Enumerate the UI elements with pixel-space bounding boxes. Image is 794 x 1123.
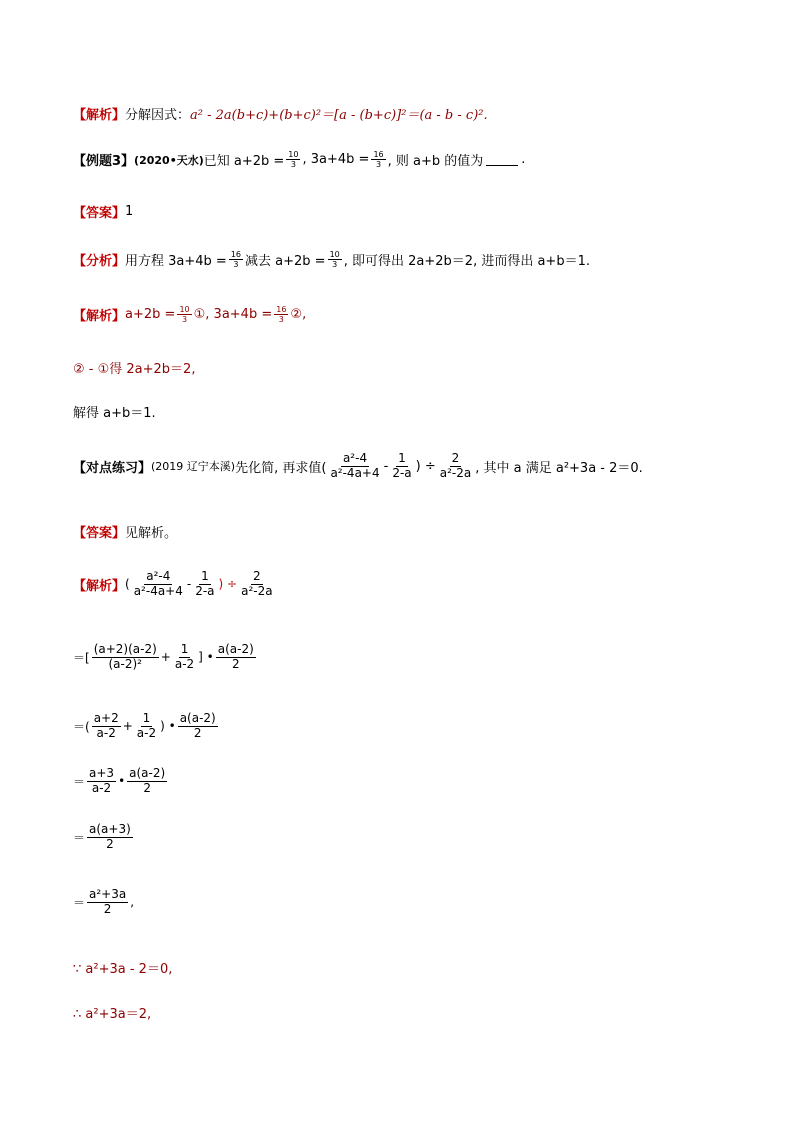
because-line: ∵ a²+3a - 2＝0,: [73, 962, 173, 977]
practice-line: 【对点练习】 (2019 辽宁本溪) 先化简, 再求值( $\frac{\text{a²-4}}{\text{a²-4a+4}}$ - $\frac{1}{2-a}$ ) ÷ $\frac{2}{\text{a²-2a}}$ , 其中 a 满足 a²+3a - 2＝0.: [73, 451, 643, 480]
practice-fraction-2: $\frac{1}{2-a}$: [392, 451, 412, 480]
factor-expression: a² - 2a(b+c)+(b+c)²＝[a - (b+c)]²＝(a - b - c)².: [190, 108, 488, 123]
answer-blank: [486, 153, 518, 166]
jiexi2-fraction-2: $\frac{16}{3}$: [276, 305, 287, 325]
practice-label: 【对点练习】: [73, 460, 152, 476]
jiexi2-line: 【解析】 a+2b = $\frac{10}{3}$ ①, 3a+4b = $\frac{16}{3}$ ②,: [73, 305, 307, 325]
analysis-fraction-1: $\frac{16}{3}$: [230, 250, 242, 270]
solution-2-fraction-3: $\frac{a(a-2)}{2}$: [217, 642, 254, 671]
solution-1-fraction-2: $\frac{1}{2-a}$: [195, 569, 215, 598]
answer1-label: 【答案】: [73, 206, 126, 221]
answer1-value: 1: [125, 204, 134, 219]
solution-1-fraction-1: $\frac{\text{a²-4}}{\text{a²-4a+4}}$: [133, 569, 183, 598]
analysis-label: 【分析】: [73, 254, 126, 270]
jiexi2-fraction-1: $\frac{10}{3}$: [179, 305, 190, 325]
answer2-value: 见解析。: [125, 526, 178, 541]
solution-3-fraction-1: $\frac{a+2}{a-2}$: [93, 711, 119, 740]
solution-3-fraction-2: $\frac{1}{a-2}$: [136, 711, 157, 740]
practice-fraction-3: $\frac{2}{\text{a²-2a}}$: [439, 451, 472, 480]
solution-1-fraction-3: $\frac{2}{\text{a²-2a}}$: [241, 569, 273, 598]
solution-4-fraction-2: $\frac{a(a-2)}{2}$: [129, 766, 166, 795]
answer2-label: 【答案】: [73, 526, 126, 541]
solution-label: 【解析】: [73, 578, 126, 594]
practice-source: (2019 辽宁本溪): [151, 460, 236, 474]
example3-line: 【例题3】 (2020•天水) 已知 a+2b = $\frac{10}{3}$ , 3a+4b = $\frac{16}{3}$ , 则 a+b 的值为 .: [73, 150, 526, 170]
solution-line-3: ＝( $\frac{a+2}{a-2}$ + $\frac{1}{a-2}$ ) • $\frac{a(a-2)}{2}$: [73, 711, 216, 740]
answer1-line: [73, 202, 133, 221]
example3-source: (2020•天水): [134, 153, 204, 167]
practice-fraction-1: $\frac{\text{a²-4}}{\text{a²-4a+4}}$: [330, 451, 380, 480]
example3-text2: , 3a+4b =: [302, 152, 370, 168]
solution-4-fraction-1: $\frac{a+3}{a-2}$: [89, 766, 115, 795]
solution-line-1: 【解析】 ( $\frac{\text{a²-4}}{\text{a²-4a+4}}$ - $\frac{1}{2-a}$ ) ÷ $\frac{2}{\text{a²-2a}}$: [73, 569, 273, 598]
solution-2-fraction-1: $\frac{(a+2)(a-2)}{\text{(a-2)²}}$: [93, 642, 157, 671]
therefore-line: ∴ a²+3a＝2,: [73, 1007, 152, 1022]
jiexi-label: 【解析】: [73, 108, 126, 123]
example3-text1: 已知 a+2b =: [203, 154, 285, 170]
analysis-fraction-2: $\frac{10}{3}$: [329, 250, 340, 270]
jiexi-intro: 分解因式：: [125, 108, 191, 123]
example3-label: 【例题3】: [73, 154, 135, 170]
jiexi2-label: 【解析】: [73, 309, 126, 325]
solution-6-fraction-1: $\frac{\text{a²+3a}}{2}$: [89, 887, 127, 916]
jiexi-factor-line: [73, 104, 488, 123]
step-subtract: ② - ①得 2a+2b＝2,: [73, 362, 196, 377]
step-solve: 解得 a+b＝1.: [73, 406, 156, 421]
solution-line-2: ＝[ $\frac{(a+2)(a-2)}{\text{(a-2)²}}$ + $\frac{1}{a-2}$ ] • $\frac{a(a-2)}{2}$: [73, 642, 254, 671]
solution-line-4: ＝ $\frac{a+3}{a-2}$ • $\frac{a(a-2)}{2}$: [73, 766, 166, 795]
solution-line-5: ＝ $\frac{a(a+3)}{2}$: [73, 822, 131, 851]
example3-fraction-1: $\frac{10}{3}$: [288, 150, 299, 170]
example3-text3: , 则 a+b 的值为: [387, 154, 484, 170]
example3-fraction-2: $\frac{16}{3}$: [373, 150, 384, 170]
analysis-line: 【分析】 用方程 3a+4b = $\frac{16}{3}$ 减去 a+2b = $\frac{10}{3}$ , 即可得出 2a+2b＝2, 进而得出 a+b＝1.: [73, 250, 590, 270]
solution-5-fraction-1: $\frac{a(a+3)}{2}$: [89, 822, 131, 851]
answer2-line: [73, 522, 177, 541]
solution-line-6: ＝ $\frac{\text{a²+3a}}{2}$ ,: [73, 887, 135, 916]
solution-3-fraction-3: $\frac{a(a-2)}{2}$: [179, 711, 216, 740]
solution-2-fraction-2: $\frac{1}{a-2}$: [174, 642, 195, 671]
